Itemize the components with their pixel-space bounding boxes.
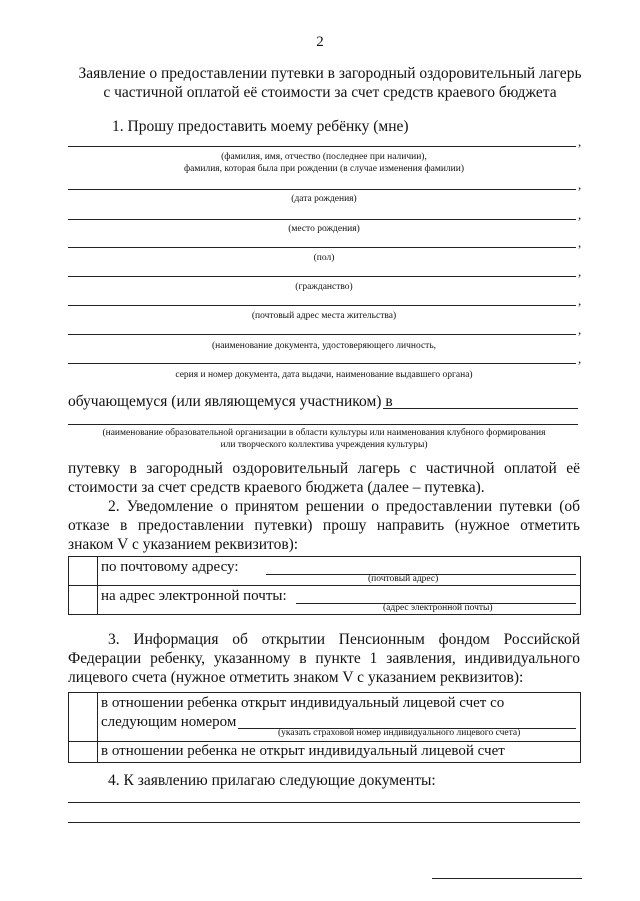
id-document-caption: (наименование документа, удостоверяющего личность, (211, 341, 437, 351)
id-details-line[interactable] (68, 363, 576, 364)
comma: , (578, 293, 582, 308)
email-row (98, 586, 581, 615)
citizenship-line[interactable] (68, 276, 576, 277)
section1-continuation: путевку в загородный оздоровительный лагерь с частичной оплатой её стоимости за счет средств краевого бюджета (далее – путевка). (68, 460, 580, 496)
citizenship-caption: (гражданство) (295, 282, 353, 292)
id-details-caption: серия и номер документа, дата выдачи, наименование выдавшего органа) (175, 370, 473, 380)
account-opened-line-1: в отношении ребенка открыт индивидуальный лицевой счет со (101, 695, 505, 711)
email-caption: (адрес электронной почты) (383, 603, 493, 613)
signature-line[interactable] (432, 878, 582, 879)
student-org-line[interactable] (68, 424, 578, 425)
table-row (69, 586, 581, 615)
comma: , (578, 322, 582, 337)
gender-caption: (пол) (313, 253, 335, 263)
account-not-opened-checkbox[interactable] (69, 742, 98, 763)
address-caption: (почтовый адрес места жительства) (251, 311, 397, 321)
account-not-opened-label: в отношении ребенка не открыт индивидуальный лицевой счет (101, 743, 505, 759)
section1-heading: 1. Прошу предоставить моему ребёнку (мне) (112, 118, 409, 135)
section2-text: 2. Уведомление о принятом решении о предоставлении путевки (об отказе в предоставлении путевки) прошу направить (нужное отметить знаком V с указанием реквизитов): (68, 498, 580, 553)
address-line[interactable] (68, 305, 576, 306)
postal-label: по почтовому адресу: (101, 559, 239, 575)
table-row (69, 557, 581, 586)
comma: , (578, 235, 582, 250)
fio-caption-2: фамилия, которая была при рождении (в случае изменения фамилии) (183, 164, 464, 174)
org-caption-1: (наименование образовательной организации в области культуры или наименования клубного формирования (102, 428, 546, 438)
id-document-line[interactable] (68, 334, 576, 335)
account-not-opened-row (98, 742, 581, 763)
account-opened-row (98, 693, 581, 742)
section4-heading: 4. К заявлению прилагаю следующие документы: (108, 772, 436, 789)
account-opened-line-2: следующим номером (101, 714, 237, 730)
table-row (69, 742, 581, 763)
documents-line-2[interactable] (68, 822, 580, 823)
comma: , (578, 177, 582, 192)
birth-date-caption: (дата рождения) (291, 194, 357, 204)
fio-line[interactable] (68, 146, 576, 147)
email-checkbox[interactable] (69, 586, 98, 615)
comma: , (578, 207, 582, 222)
table-row (69, 693, 581, 742)
student-org-inline-line[interactable] (383, 408, 578, 409)
snils-caption: (указать страховой номер индивидуального лицевого счета) (278, 728, 521, 738)
student-label: обучающемуся (или являющемуся участником) в (68, 393, 393, 410)
postal-caption: (почтовый адрес) (368, 574, 439, 584)
postal-checkbox[interactable] (69, 557, 98, 586)
org-caption-2: или творческого коллектива учреждения культуры) (220, 440, 428, 450)
notification-table (68, 556, 581, 615)
account-opened-checkbox[interactable] (69, 693, 98, 742)
documents-line-1[interactable] (68, 802, 580, 803)
birth-date-line[interactable] (68, 189, 576, 190)
title-line-1: Заявление о предоставлении путевки в загородный оздоровительный лагерь (78, 65, 582, 82)
comma: , (578, 264, 582, 279)
postal-row (98, 557, 581, 586)
comma: , (578, 134, 582, 149)
gender-line[interactable] (68, 247, 576, 248)
email-label: на адрес электронной почты: (101, 588, 287, 604)
section3-text: 3. Информация об открытии Пенсионным фондом Российской Федерации ребенку, указанному в пункте 1 заявления, индивидуального лицевого счета (нужное отметить знаком V с указанием реквизитов): (68, 631, 580, 686)
account-table (68, 692, 581, 763)
fio-caption-1: (фамилия, имя, отчество (последнее при наличии), (221, 152, 427, 162)
document-title (60, 64, 600, 102)
birth-place-caption: (место рождения) (288, 224, 360, 234)
comma: , (578, 351, 582, 366)
birth-place-line[interactable] (68, 219, 576, 220)
page-number: 2 (316, 34, 324, 50)
title-line-2: с частичной оплатой её стоимости за счет средств краевого бюджета (103, 84, 557, 101)
